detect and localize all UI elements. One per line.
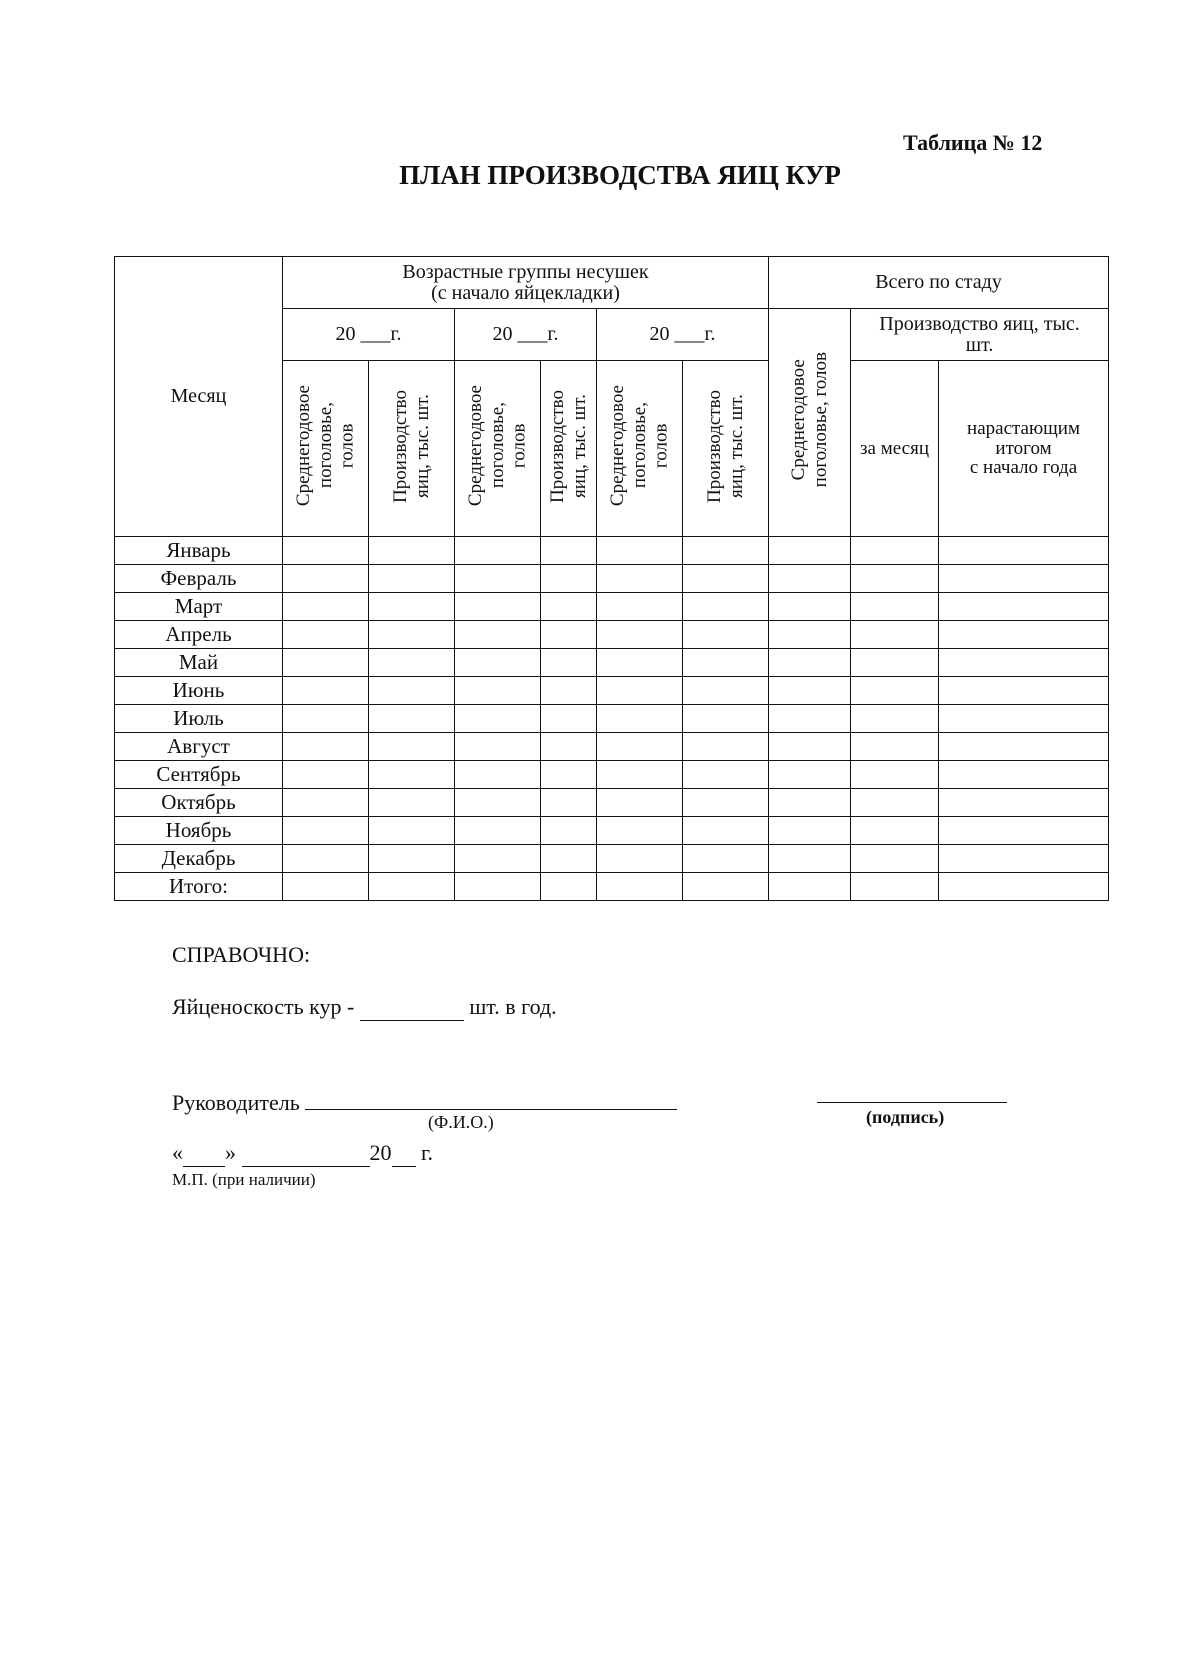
- entry-cell[interactable]: [455, 817, 541, 845]
- egg-production-text: Производство яиц, тыс. шт.: [546, 389, 590, 503]
- entry-cell[interactable]: [939, 565, 1109, 593]
- entry-cell[interactable]: [851, 677, 939, 705]
- entry-cell[interactable]: [769, 677, 851, 705]
- entry-cell[interactable]: [541, 705, 597, 733]
- entry-cell[interactable]: [597, 649, 683, 677]
- date-year: 20: [369, 1140, 392, 1165]
- date-year-suffix: г.: [415, 1140, 434, 1165]
- entry-cell[interactable]: [369, 845, 455, 873]
- avg-livestock-text: Среднегодовое поголовье, голов: [464, 385, 530, 507]
- egg-yield-line: [172, 994, 557, 1021]
- entry-cell[interactable]: [939, 593, 1109, 621]
- entry-cell[interactable]: [769, 537, 851, 565]
- avg-livestock-header: [455, 361, 541, 537]
- date-open-quote: «: [172, 1140, 183, 1165]
- entry-cell[interactable]: [683, 873, 769, 901]
- entry-cell[interactable]: [369, 565, 455, 593]
- entry-cell[interactable]: [683, 565, 769, 593]
- entry-cell[interactable]: [283, 789, 369, 817]
- age-groups-header: Возрастные группы несушек (с начало яйцекладки): [283, 257, 769, 309]
- entry-cell[interactable]: [283, 733, 369, 761]
- entry-cell[interactable]: [683, 789, 769, 817]
- entry-cell[interactable]: [541, 817, 597, 845]
- year-label: 20 ___г.: [455, 309, 597, 361]
- table-row: [115, 761, 1109, 789]
- entry-cell[interactable]: [455, 593, 541, 621]
- entry-cell[interactable]: [455, 537, 541, 565]
- egg-production-plan-table: [114, 256, 1109, 901]
- table-row: [115, 845, 1109, 873]
- entry-cell[interactable]: [283, 817, 369, 845]
- entry-cell[interactable]: [369, 761, 455, 789]
- table-row: [115, 733, 1109, 761]
- entry-cell[interactable]: [597, 761, 683, 789]
- table-row: [115, 705, 1109, 733]
- month-cell: Ноябрь: [115, 817, 283, 845]
- avg-livestock-header: [283, 361, 369, 537]
- entry-cell[interactable]: [455, 873, 541, 901]
- entry-cell[interactable]: [369, 705, 455, 733]
- reference-label: СПРАВОЧНО:: [172, 942, 311, 967]
- entry-cell[interactable]: [283, 565, 369, 593]
- herd-avg-livestock-header: [769, 309, 851, 537]
- table-row: [115, 677, 1109, 705]
- month-cell: Сентябрь: [115, 761, 283, 789]
- entry-cell[interactable]: [683, 845, 769, 873]
- month-cell: Июнь: [115, 677, 283, 705]
- entry-cell[interactable]: [939, 621, 1109, 649]
- entry-cell[interactable]: [597, 845, 683, 873]
- entry-cell[interactable]: [455, 621, 541, 649]
- entry-cell[interactable]: [541, 761, 597, 789]
- entry-cell[interactable]: [369, 817, 455, 845]
- avg-livestock-header: [597, 361, 683, 537]
- head-label: Руководитель: [172, 1090, 300, 1115]
- entry-cell[interactable]: [369, 733, 455, 761]
- date-day-blank[interactable]: [183, 1140, 225, 1167]
- entry-cell[interactable]: [541, 733, 597, 761]
- month-cell: Май: [115, 649, 283, 677]
- entry-cell[interactable]: [597, 789, 683, 817]
- head-name-blank[interactable]: [305, 1109, 677, 1110]
- entry-cell[interactable]: [769, 873, 851, 901]
- entry-cell[interactable]: [939, 733, 1109, 761]
- month-header: Месяц: [115, 257, 283, 537]
- table-row: [115, 873, 1109, 901]
- entry-cell[interactable]: [541, 845, 597, 873]
- avg-livestock-text: Среднегодовое поголовье, голов: [606, 385, 672, 507]
- entry-cell[interactable]: [597, 705, 683, 733]
- date-year-blank[interactable]: [392, 1140, 416, 1167]
- entry-cell[interactable]: [851, 537, 939, 565]
- herd-egg-production-header: Производство яиц, тыс. шт.: [851, 309, 1109, 361]
- entry-cell[interactable]: [369, 677, 455, 705]
- entry-cell[interactable]: [939, 705, 1109, 733]
- herd-avg-livestock-text: Среднегодовое поголовье, голов: [787, 352, 831, 488]
- entry-cell[interactable]: [541, 789, 597, 817]
- month-cell: Июль: [115, 705, 283, 733]
- entry-cell[interactable]: [683, 649, 769, 677]
- table-row: [115, 593, 1109, 621]
- stamp-note: М.П. (при наличии): [172, 1170, 316, 1189]
- table-row: [115, 621, 1109, 649]
- entry-cell[interactable]: [851, 873, 939, 901]
- table-row: [115, 565, 1109, 593]
- egg-yield-prefix: Яйценоскость кур -: [172, 994, 360, 1019]
- egg-production-text: Производство яиц, тыс. шт.: [703, 389, 747, 503]
- entry-cell[interactable]: [851, 845, 939, 873]
- entry-cell[interactable]: [369, 873, 455, 901]
- entry-cell[interactable]: [851, 565, 939, 593]
- egg-production-header: [683, 361, 769, 537]
- entry-cell[interactable]: [455, 565, 541, 593]
- egg-yield-blank[interactable]: [360, 994, 464, 1021]
- entry-cell[interactable]: [769, 649, 851, 677]
- entry-cell[interactable]: [769, 705, 851, 733]
- table-row: [115, 789, 1109, 817]
- entry-cell[interactable]: [283, 845, 369, 873]
- egg-production-header: [369, 361, 455, 537]
- entry-cell[interactable]: [769, 593, 851, 621]
- entry-cell[interactable]: [769, 565, 851, 593]
- month-cell: Март: [115, 593, 283, 621]
- entry-cell[interactable]: [597, 873, 683, 901]
- avg-livestock-text: Среднегодовое поголовье, голов: [292, 385, 358, 507]
- entry-cell[interactable]: [851, 789, 939, 817]
- per-month-header: за месяц: [851, 361, 939, 537]
- egg-production-text: Производство яиц, тыс. шт.: [389, 389, 433, 503]
- month-cell: Апрель: [115, 621, 283, 649]
- entry-cell[interactable]: [541, 677, 597, 705]
- entry-cell[interactable]: [939, 761, 1109, 789]
- month-cell: Август: [115, 733, 283, 761]
- entry-cell[interactable]: [541, 873, 597, 901]
- cumulative-header: нарастающим итогом с начало года: [939, 361, 1109, 537]
- entry-cell[interactable]: [769, 845, 851, 873]
- signature-caption: (подпись): [866, 1107, 945, 1127]
- date-month-blank[interactable]: [242, 1140, 370, 1167]
- entry-cell[interactable]: [283, 537, 369, 565]
- entry-cell[interactable]: [683, 677, 769, 705]
- entry-cell[interactable]: [455, 733, 541, 761]
- entry-cell[interactable]: [769, 621, 851, 649]
- entry-cell[interactable]: [683, 537, 769, 565]
- entry-cell[interactable]: [597, 565, 683, 593]
- entry-cell[interactable]: [597, 677, 683, 705]
- entry-cell[interactable]: [769, 761, 851, 789]
- entry-cell[interactable]: [369, 621, 455, 649]
- entry-cell[interactable]: [851, 621, 939, 649]
- entry-cell[interactable]: [597, 817, 683, 845]
- herd-total-header: Всего по стаду: [769, 257, 1109, 309]
- entry-cell[interactable]: [283, 873, 369, 901]
- egg-yield-suffix: шт. в год.: [463, 994, 557, 1019]
- entry-cell[interactable]: [939, 845, 1109, 873]
- entry-cell[interactable]: [455, 845, 541, 873]
- entry-cell[interactable]: [851, 817, 939, 845]
- entry-cell[interactable]: [597, 733, 683, 761]
- entry-cell[interactable]: [369, 593, 455, 621]
- entry-cell[interactable]: [597, 621, 683, 649]
- year-label: 20 ___г.: [283, 309, 455, 361]
- date-line: [172, 1140, 433, 1167]
- month-cell: Январь: [115, 537, 283, 565]
- entry-cell[interactable]: [541, 593, 597, 621]
- entry-cell[interactable]: [939, 649, 1109, 677]
- entry-cell[interactable]: [369, 537, 455, 565]
- entry-cell[interactable]: [455, 677, 541, 705]
- entry-cell[interactable]: [683, 733, 769, 761]
- entry-cell[interactable]: [283, 621, 369, 649]
- entry-cell[interactable]: [683, 761, 769, 789]
- entry-cell[interactable]: [369, 649, 455, 677]
- entry-cell[interactable]: [455, 761, 541, 789]
- entry-cell[interactable]: [851, 761, 939, 789]
- entry-cell[interactable]: [283, 593, 369, 621]
- entry-cell[interactable]: [283, 677, 369, 705]
- entry-cell[interactable]: [283, 761, 369, 789]
- entry-cell[interactable]: [455, 705, 541, 733]
- entry-cell[interactable]: [541, 565, 597, 593]
- month-cell: Итого:: [115, 873, 283, 901]
- year-label: 20 ___г.: [597, 309, 769, 361]
- entry-cell[interactable]: [769, 733, 851, 761]
- table-number: Таблица № 12: [903, 130, 1043, 155]
- entry-cell[interactable]: [283, 649, 369, 677]
- table-row: [115, 537, 1109, 565]
- entry-cell[interactable]: [283, 705, 369, 733]
- entry-cell[interactable]: [769, 789, 851, 817]
- month-cell: Декабрь: [115, 845, 283, 873]
- entry-cell[interactable]: [851, 593, 939, 621]
- entry-cell[interactable]: [455, 789, 541, 817]
- entry-cell[interactable]: [455, 649, 541, 677]
- entry-cell[interactable]: [939, 817, 1109, 845]
- entry-cell[interactable]: [683, 705, 769, 733]
- entry-cell[interactable]: [851, 705, 939, 733]
- entry-cell[interactable]: [541, 537, 597, 565]
- head-line: [172, 1090, 677, 1116]
- entry-cell[interactable]: [597, 593, 683, 621]
- entry-cell[interactable]: [851, 733, 939, 761]
- entry-cell[interactable]: [939, 789, 1109, 817]
- entry-cell[interactable]: [851, 649, 939, 677]
- entry-cell[interactable]: [939, 873, 1109, 901]
- entry-cell[interactable]: [597, 537, 683, 565]
- month-rows: [115, 537, 1109, 901]
- fio-caption: (Ф.И.О.): [428, 1112, 494, 1132]
- month-cell: Февраль: [115, 565, 283, 593]
- month-cell: Октябрь: [115, 789, 283, 817]
- egg-production-header: [541, 361, 597, 537]
- page-title: ПЛАН ПРОИЗВОДСТВА ЯИЦ КУР: [399, 160, 841, 190]
- date-close-quote: »: [225, 1140, 236, 1165]
- entry-cell[interactable]: [939, 677, 1109, 705]
- entry-cell[interactable]: [683, 817, 769, 845]
- table-row: [115, 817, 1109, 845]
- table-row: [115, 649, 1109, 677]
- entry-cell[interactable]: [369, 789, 455, 817]
- entry-cell[interactable]: [541, 621, 597, 649]
- entry-cell[interactable]: [769, 817, 851, 845]
- entry-cell[interactable]: [683, 593, 769, 621]
- entry-cell[interactable]: [541, 649, 597, 677]
- entry-cell[interactable]: [939, 537, 1109, 565]
- signature-blank[interactable]: [817, 1102, 1007, 1103]
- entry-cell[interactable]: [683, 621, 769, 649]
